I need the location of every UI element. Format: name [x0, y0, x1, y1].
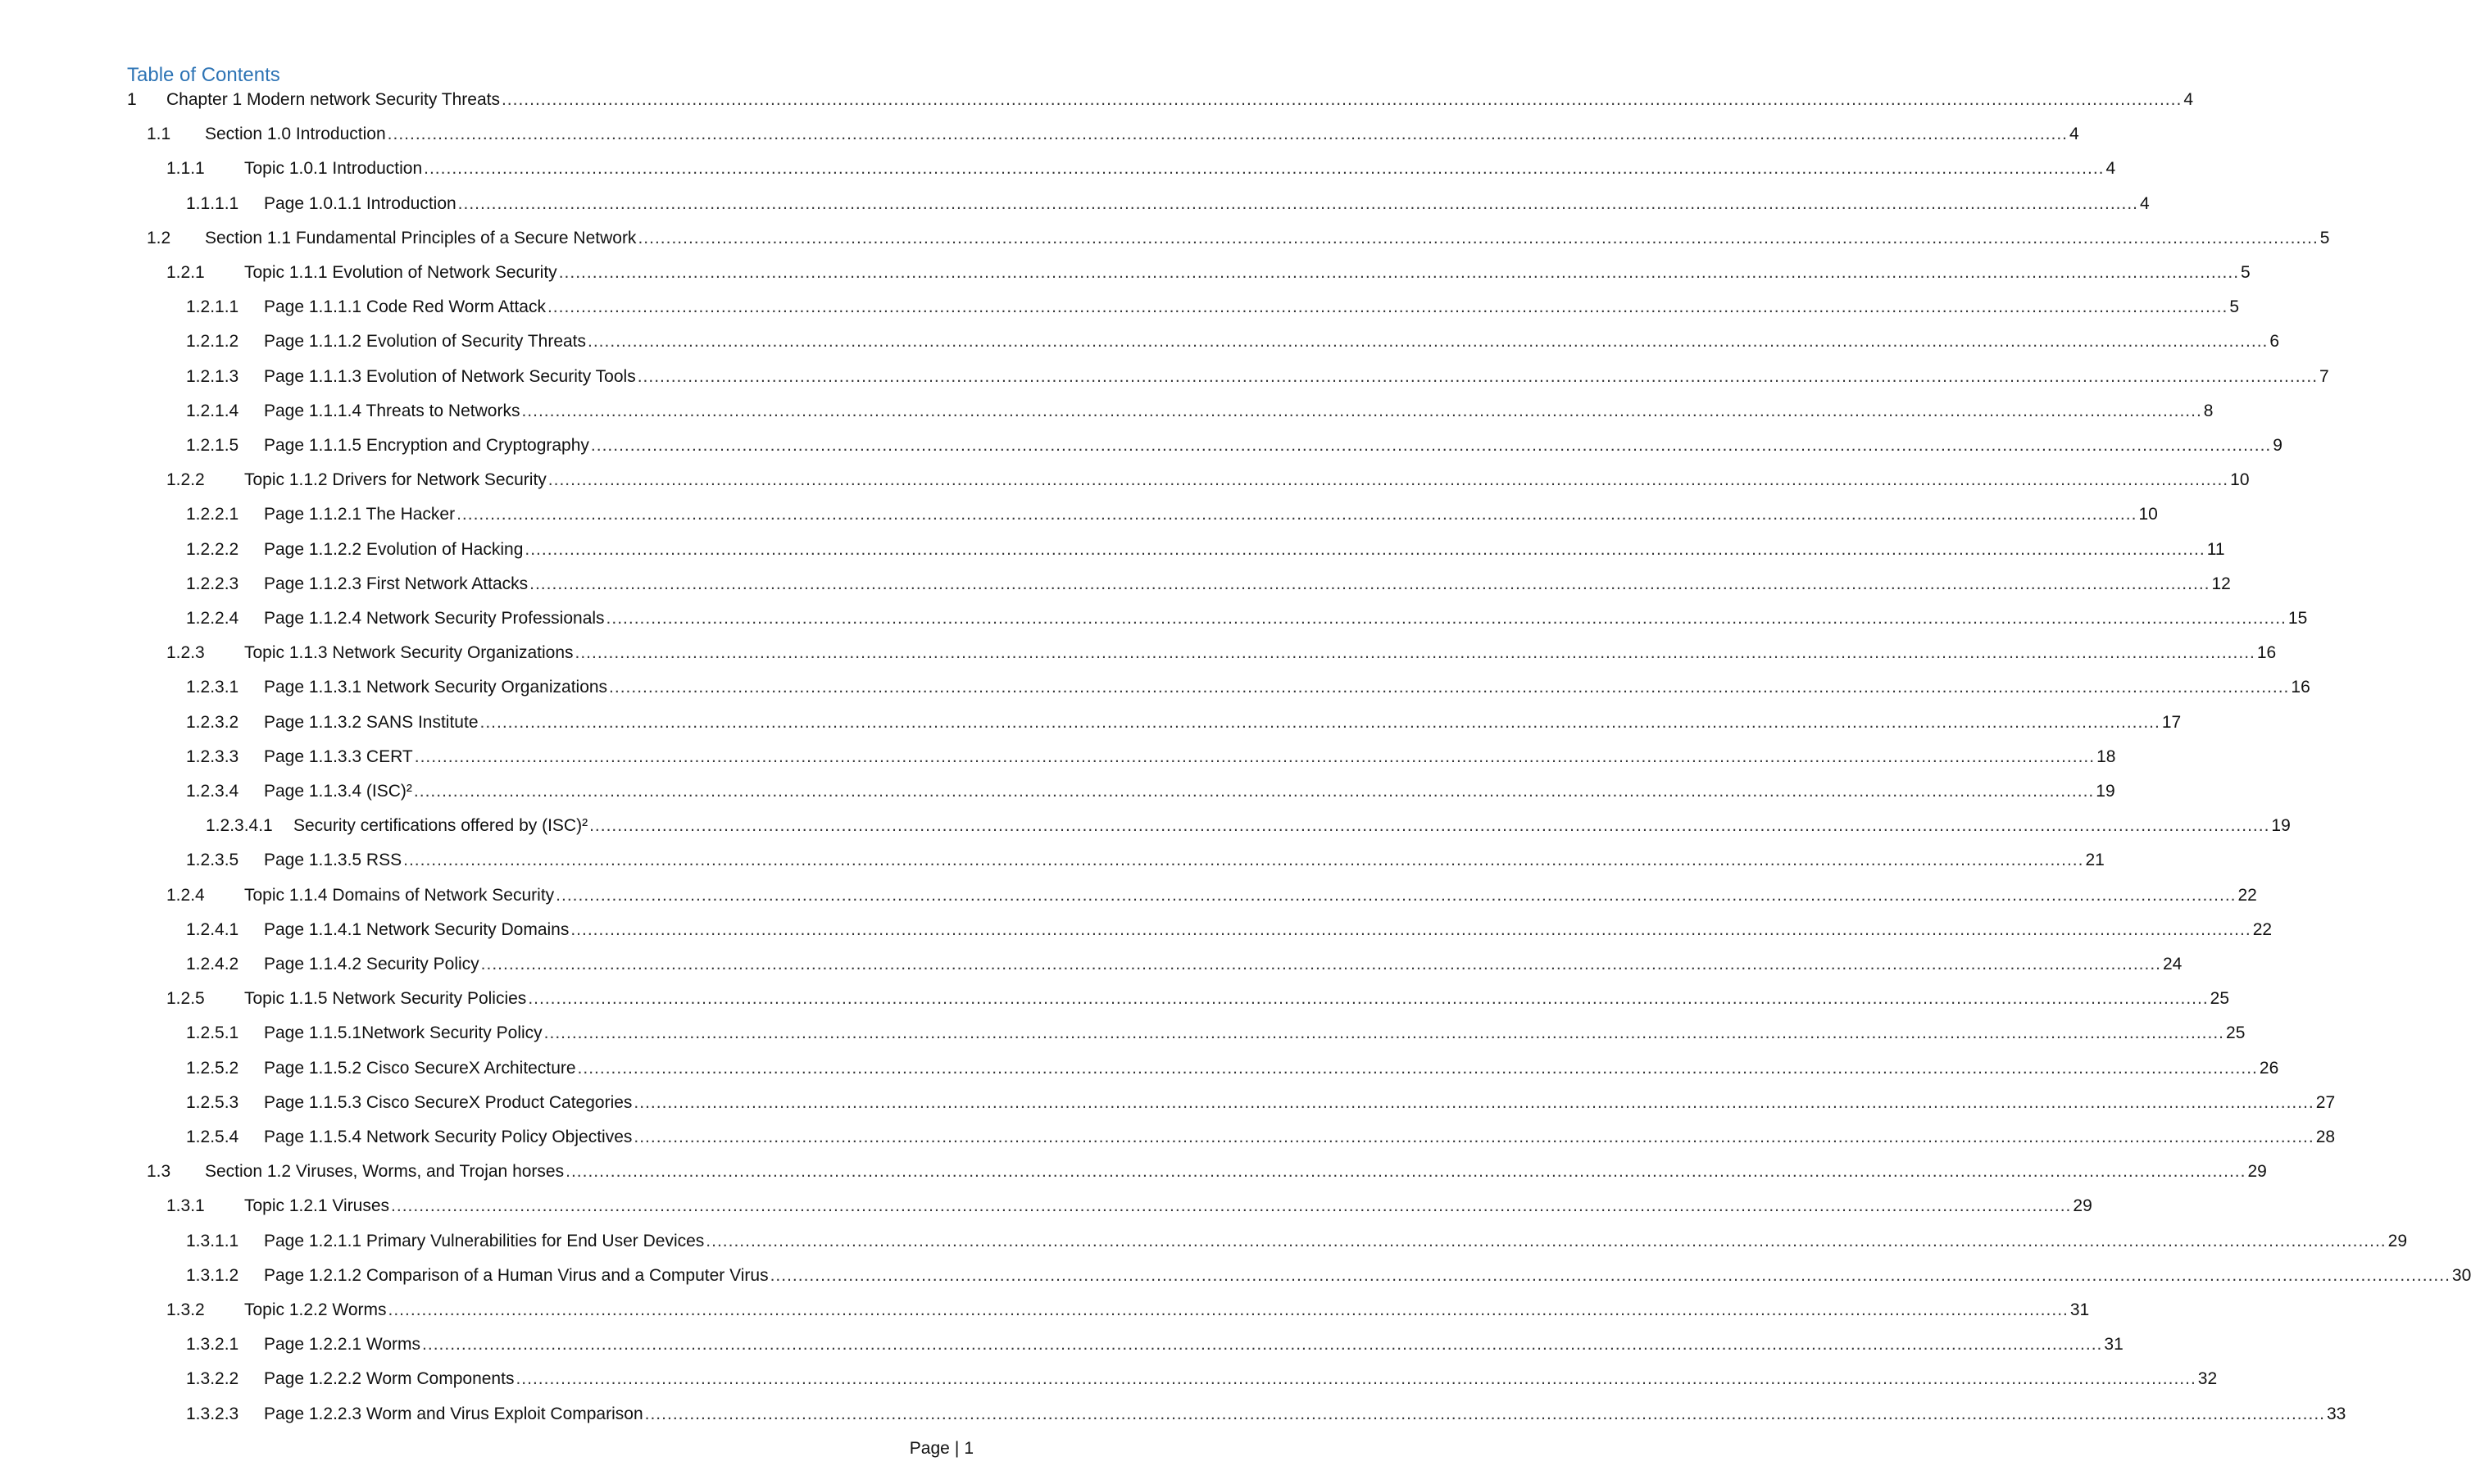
toc-entry[interactable] [0, 1160, 2267, 1184]
toc-entry-number: 1.2.1.5 [186, 436, 239, 455]
toc-entry-title: Page 1.1.2.1 The Hacker [264, 505, 456, 524]
toc-entry[interactable] [0, 226, 2330, 251]
toc-dot-leader: ............................................................................................................................................................................................................................................................................................................ [424, 159, 2105, 179]
toc-entry-line [264, 297, 2239, 317]
toc-entry-title: Page 1.2.2.1 Worms [264, 1335, 421, 1355]
toc-entry-title: Page 1.1.2.3 First Network Attacks [264, 574, 529, 593]
toc-entry-page: 29 [2247, 1162, 2267, 1182]
toc-entry-title: Chapter 1 Modern network Security Threats [166, 90, 500, 109]
toc-entry-line [264, 919, 2273, 940]
toc-entry-number: 1.2.1 [166, 263, 205, 282]
toc-entry-page: 24 [2163, 955, 2183, 973]
toc-entry[interactable] [0, 1021, 2246, 1046]
toc-entry-page: 4 [2183, 90, 2193, 109]
toc-entry-title: Topic 1.2.1 Viruses [244, 1196, 390, 1216]
toc-entry-page: 4 [2069, 125, 2079, 144]
toc-entry-title: Topic 1.1.5 Network Security Policies [244, 989, 527, 1009]
toc-entry-title: Page 1.1.1.3 Evolution of Network Security Tools [264, 366, 636, 386]
toc-dot-leader: ............................................................................................................................................................................................................................................................................................................ [577, 1058, 2258, 1078]
toc-dot-leader: ............................................................................................................................................................................................................................................................................................................ [547, 470, 2229, 490]
toc-entry-page: 28 [2315, 1128, 2336, 1146]
toc-entry-number: 1.2.2.1 [186, 505, 239, 524]
toc-entry-line [264, 193, 2150, 214]
toc-entry-line [264, 1023, 2246, 1043]
toc-entry-number: 1.3.2.3 [186, 1404, 239, 1423]
toc-dot-leader: ............................................................................................................................................................................................................................................................................................................ [637, 366, 2319, 386]
toc-entry-number: 1.2.1.1 [186, 297, 239, 317]
toc-entry-line [244, 989, 2230, 1009]
toc-entry-line [264, 678, 2310, 697]
toc-entry-page: 4 [2140, 193, 2150, 213]
toc-dot-leader: ............................................................................................................................................................................................................................................................................................................ [457, 193, 2139, 213]
toc-entry-line [264, 1369, 2218, 1389]
toc-entry-number: 1.3.1.1 [186, 1231, 239, 1250]
toc-dot-leader: ............................................................................................................................................................................................................................................................................................................ [422, 1335, 2103, 1355]
toc-entry-title: Page 1.1.3.2 SANS Institute [264, 712, 479, 732]
toc-entry-page: 26 [2259, 1058, 2279, 1078]
toc-dot-leader: ............................................................................................................................................................................................................................................................................................................ [590, 436, 2272, 455]
toc-entry-number: 1.2.5.2 [186, 1058, 239, 1078]
toc-entry-page: 5 [2319, 228, 2330, 247]
toc-entry[interactable] [0, 987, 2230, 1011]
toc-dot-leader: ............................................................................................................................................................................................................................................................................................................ [403, 851, 2084, 870]
toc-entry-line [244, 1300, 2090, 1320]
toc-entry-page: 19 [2271, 816, 2291, 836]
toc-entry[interactable] [0, 365, 2329, 389]
toc-entry[interactable] [0, 952, 2183, 977]
toc-entry-number: 1.1.1.1 [186, 193, 239, 213]
toc-entry-line [264, 1404, 2346, 1424]
toc-entry-number: 1.2.1.3 [186, 366, 239, 386]
toc-entry[interactable] [0, 1402, 2346, 1427]
toc-entry-number: 1.2.2.2 [186, 539, 239, 559]
toc-entry-title: Page 1.1.1.1 Code Red Worm Attack [264, 297, 546, 317]
toc-entry-number: 1.2.1.4 [186, 401, 239, 420]
toc-entry-page: 4 [2105, 159, 2116, 179]
toc-entry-line [264, 1128, 2336, 1147]
toc-entry-title: Security certifications offered by (ISC)² [293, 816, 588, 836]
toc-entry-line [264, 539, 2225, 560]
toc-entry-page: 32 [2197, 1369, 2218, 1389]
toc-entry-line [264, 366, 2329, 387]
toc-entry-line [244, 263, 2251, 283]
toc-entry-number: 1.2.5 [166, 989, 205, 1009]
toc-entry[interactable] [0, 1091, 2336, 1115]
toc-entry-line [264, 747, 2116, 767]
toc-entry[interactable] [0, 1298, 2090, 1323]
toc-entry[interactable] [0, 745, 2116, 769]
toc-entry-line [264, 332, 2280, 352]
toc-entry-line [205, 1162, 2267, 1182]
toc-entry[interactable] [0, 779, 2115, 804]
toc-entry[interactable] [0, 883, 2257, 908]
toc-entry[interactable] [0, 814, 2291, 838]
toc-entry-title: Page 1.1.4.2 Security Policy [264, 955, 479, 973]
toc-dot-leader: ............................................................................................................................................................................................................................................................................................................ [606, 609, 2287, 628]
toc-entry-title: Page 1.2.2.2 Worm Components [264, 1369, 515, 1389]
toc-entry-line [264, 955, 2183, 974]
toc-dot-leader: ............................................................................................................................................................................................................................................................................................................ [638, 228, 2319, 247]
toc-entry-page: 10 [2138, 505, 2158, 524]
toc-entry-number: 1.3.2 [166, 1300, 205, 1319]
toc-entry-line [205, 228, 2330, 248]
toc-entry-number: 1.3.1 [166, 1196, 205, 1216]
toc-entry-page: 6 [2269, 332, 2280, 352]
toc-entry-number: 1.3.1.2 [186, 1265, 239, 1285]
toc-entry-page: 25 [2210, 989, 2230, 1009]
toc-entry-title: Topic 1.2.2 Worms [244, 1300, 387, 1319]
toc-entry-page: 5 [2229, 297, 2239, 317]
toc-entry-number: 1.3 [147, 1162, 171, 1182]
toc-entry-page: 10 [2230, 470, 2250, 490]
toc-entry-line [244, 1196, 2092, 1216]
toc-entry-title: Page 1.1.1.5 Encryption and Cryptography [264, 436, 589, 455]
toc-dot-leader: ............................................................................................................................................................................................................................................................................................................ [575, 643, 2255, 663]
toc-entry[interactable] [0, 295, 2239, 320]
toc-entry-line [205, 125, 2079, 144]
toc-entry-title: Topic 1.1.4 Domains of Network Security [244, 885, 555, 905]
toc-entry-page: 18 [2096, 747, 2116, 766]
toc-entry-title: Page 1.1.3.3 CERT [264, 747, 413, 766]
toc-entry[interactable] [0, 1125, 2336, 1150]
toc-entry-line [264, 782, 2115, 801]
toc-entry-line [264, 505, 2158, 524]
toc-entry-title: Page 1.2.2.3 Worm and Virus Exploit Comparison [264, 1404, 643, 1423]
toc-entry-page: 25 [2226, 1023, 2246, 1043]
toc-entry-line [264, 1231, 2407, 1251]
toc-entry-title: Page 1.0.1.1 Introduction [264, 193, 456, 213]
toc-entry-title: Page 1.1.5.3 Cisco SecureX Product Categories [264, 1092, 633, 1112]
toc-dot-leader: ............................................................................................................................................................................................................................................................................................................ [558, 263, 2240, 282]
toc-entry-title: Page 1.1.3.1 Network Security Organizations [264, 678, 608, 697]
toc-dot-leader: ............................................................................................................................................................................................................................................................................................................ [556, 885, 2237, 905]
toc-dot-leader: ............................................................................................................................................................................................................................................................................................................ [566, 1162, 2246, 1182]
toc-dot-leader: ............................................................................................................................................................................................................................................................................................................ [525, 539, 2205, 559]
toc-entry-title: Page 1.2.1.1 Primary Vulnerabilities for End User Devices [264, 1231, 705, 1250]
toc-entry-page: 15 [2287, 609, 2308, 628]
toc-entry[interactable] [0, 918, 2273, 942]
toc-entry-number: 1.2.3.4.1 [206, 816, 273, 836]
toc-dot-leader: ............................................................................................................................................................................................................................................................................................................ [391, 1196, 2072, 1216]
toc-entry-line [264, 712, 2182, 733]
toc-entry-number: 1.2.5.3 [186, 1092, 239, 1112]
toc-entry[interactable] [0, 1056, 2279, 1081]
toc-entry-title: Section 1.0 Introduction [205, 125, 386, 144]
toc-entry-number: 1.2.2.4 [186, 609, 239, 628]
toc-entry-number: 1.2.3.4 [186, 782, 239, 801]
toc-entry-page: 16 [2256, 643, 2277, 663]
toc-entry-number: 1.3.2.1 [186, 1335, 239, 1355]
toc-entry[interactable] [0, 848, 2105, 873]
toc-dot-leader: ............................................................................................................................................................................................................................................................................................................ [529, 574, 2210, 593]
toc-dot-leader: ............................................................................................................................................................................................................................................................................................................ [528, 989, 2209, 1009]
toc-entry-number: 1.2.1.2 [186, 332, 239, 352]
toc-entry-page: 22 [2237, 885, 2257, 905]
toc-dot-leader: ............................................................................................................................................................................................................................................................................................................ [501, 90, 2183, 109]
toc-dot-leader: ............................................................................................................................................................................................................................................................................................................ [644, 1404, 2325, 1423]
toc-dot-leader: ............................................................................................................................................................................................................................................................................................................ [480, 955, 2161, 973]
toc-entry-page: 33 [2326, 1404, 2346, 1423]
toc-entry[interactable] [0, 1264, 2471, 1288]
toc-entry[interactable] [0, 261, 2251, 285]
toc-dot-leader: ............................................................................................................................................................................................................................................................................................................ [770, 1265, 2451, 1285]
toc-entry-line [264, 1265, 2471, 1286]
toc-entry-page: 31 [2104, 1335, 2124, 1355]
toc-entry[interactable] [0, 192, 2150, 216]
toc-dot-leader: ............................................................................................................................................................................................................................................................................................................ [588, 332, 2269, 352]
toc-entry-title: Page 1.1.5.1Network Security Policy [264, 1023, 543, 1043]
toc-dot-leader: ............................................................................................................................................................................................................................................................................................................ [479, 712, 2160, 732]
toc-entry-page: 30 [2451, 1265, 2471, 1285]
toc-dot-leader: ............................................................................................................................................................................................................................................................................................................ [706, 1231, 2387, 1250]
toc-entry-page: 12 [2211, 574, 2231, 593]
toc-entry-line [264, 436, 2282, 456]
toc-entry-title: Topic 1.1.3 Network Security Organizations [244, 643, 574, 663]
toc-entry[interactable] [0, 641, 2277, 665]
toc-entry[interactable] [0, 538, 2225, 562]
toc-entry-line [264, 609, 2308, 629]
toc-entry-number: 1.2.3.5 [186, 851, 239, 870]
toc-entry-number: 1.2 [147, 228, 171, 247]
toc-entry-title: Page 1.1.1.2 Evolution of Security Threats [264, 332, 587, 352]
toc-entry[interactable] [0, 157, 2116, 181]
toc-entry-line [264, 574, 2231, 594]
toc-entry[interactable] [0, 1229, 2407, 1254]
toc-entry[interactable] [0, 710, 2182, 735]
toc-entry[interactable] [0, 1332, 2124, 1357]
toc-entry-line [264, 1058, 2279, 1078]
toc-dot-leader: ............................................................................................................................................................................................................................................................................................................ [388, 1300, 2069, 1319]
toc-dot-leader: ............................................................................................................................................................................................................................................................................................................ [589, 816, 2270, 836]
toc-entry-title: Page 1.1.1.4 Threats to Networks [264, 401, 520, 420]
toc-entry-page: 5 [2241, 263, 2251, 282]
toc-entry-line [244, 159, 2116, 179]
footer-page-label: Page [909, 1439, 950, 1458]
toc-entry-title: Page 1.2.1.2 Comparison of a Human Virus and a Computer Virus [264, 1265, 769, 1285]
toc-entry-line [264, 1335, 2124, 1355]
toc-entry-page: 31 [2069, 1300, 2090, 1319]
toc-entry[interactable] [0, 1194, 2092, 1219]
toc-entry-number: 1.2.3 [166, 643, 205, 663]
toc-entry[interactable] [0, 329, 2280, 354]
toc-dot-leader: ............................................................................................................................................................................................................................................................................................................ [414, 747, 2096, 766]
toc-entry-page: 9 [2273, 436, 2282, 455]
toc-entry-title: Page 1.1.2.2 Evolution of Hacking [264, 539, 524, 559]
toc-heading: Table of Contents [127, 64, 280, 86]
toc-entry-number: 1.2.2 [166, 470, 205, 490]
toc-entry-number: 1.2.4.1 [186, 919, 239, 939]
toc-entry-title: Topic 1.1.1 Evolution of Network Security [244, 263, 557, 282]
toc-entry-page: 17 [2161, 712, 2182, 732]
toc-entry-page: 11 [2206, 539, 2225, 559]
toc-dot-leader: ............................................................................................................................................................................................................................................................................................................ [413, 782, 2095, 801]
toc-dot-leader: ............................................................................................................................................................................................................................................................................................................ [387, 125, 2068, 144]
footer-separator: | [954, 1439, 960, 1458]
toc-dot-leader: ............................................................................................................................................................................................................................................................................................................ [609, 678, 2290, 697]
toc-entry-number: 1.2.5.1 [186, 1023, 239, 1043]
toc-entry-number: 1.1 [147, 125, 171, 144]
toc-entry-page: 19 [2096, 782, 2115, 801]
toc-entry[interactable] [0, 606, 2308, 631]
toc-entry-title: Page 1.1.4.1 Network Security Domains [264, 919, 570, 939]
toc-entry-page: 22 [2252, 919, 2273, 939]
toc-entry-line [264, 851, 2105, 870]
toc-dot-leader: ............................................................................................................................................................................................................................................................................................................ [543, 1023, 2225, 1043]
toc-entry-number: 1.2.5.4 [186, 1128, 239, 1146]
toc-entry-page: 21 [2085, 851, 2105, 870]
toc-entry-page: 16 [2291, 678, 2310, 697]
toc-entry-title: Topic 1.0.1 Introduction [244, 159, 423, 179]
toc-entry-line [264, 1092, 2336, 1113]
toc-entry-number: 1 [127, 90, 137, 109]
toc-dot-leader: ............................................................................................................................................................................................................................................................................................................ [570, 919, 2251, 939]
toc-dot-leader: ............................................................................................................................................................................................................................................................................................................ [521, 401, 2202, 420]
toc-entry-title: Page 1.1.3.4 (ISC)² [264, 782, 412, 801]
toc-dot-leader: ............................................................................................................................................................................................................................................................................................................ [634, 1128, 2314, 1146]
toc-entry[interactable] [0, 675, 2310, 700]
toc-entry-number: 1.2.3.2 [186, 712, 239, 732]
toc-entry[interactable] [0, 468, 2250, 492]
toc-entry-line [244, 885, 2257, 905]
footer-page-number: 1 [964, 1439, 974, 1458]
toc-entry-line [264, 401, 2214, 421]
toc-entry[interactable] [0, 122, 2079, 147]
toc-entry-page: 7 [2319, 366, 2329, 386]
toc-entry-number: 1.2.4.2 [186, 955, 239, 973]
toc-entry-line [244, 643, 2277, 663]
toc-entry-page: 27 [2315, 1092, 2336, 1112]
toc-entry[interactable] [0, 433, 2282, 458]
toc-entry-line [244, 470, 2250, 490]
toc-entry[interactable] [0, 88, 2193, 112]
toc-dot-leader: ............................................................................................................................................................................................................................................................................................................ [634, 1092, 2314, 1112]
toc-entry-page: 8 [2203, 401, 2214, 420]
toc-dot-leader: ............................................................................................................................................................................................................................................................................................................ [547, 297, 2228, 317]
toc-dot-leader: ............................................................................................................................................................................................................................................................................................................ [456, 505, 2137, 524]
toc-entry-title: Section 1.1 Fundamental Principles of a Secure Network [205, 228, 637, 247]
toc-entry[interactable] [0, 572, 2231, 597]
toc-entry[interactable] [0, 502, 2158, 527]
toc-entry-line [166, 90, 2193, 110]
toc-entry-number: 1.2.4 [166, 885, 205, 905]
toc-entry-title: Page 1.1.5.2 Cisco SecureX Architecture [264, 1058, 576, 1078]
toc-entry-line [293, 816, 2291, 836]
page-footer [910, 1439, 974, 1459]
toc-entry-page: 29 [2073, 1196, 2092, 1216]
toc-entry-page: 29 [2387, 1231, 2407, 1250]
toc-entry-title: Page 1.1.2.4 Network Security Professionals [264, 609, 605, 628]
toc-entry[interactable] [0, 1367, 2218, 1391]
toc-dot-leader: ............................................................................................................................................................................................................................................................................................................ [516, 1369, 2196, 1389]
toc-entry-number: 1.2.3.1 [186, 678, 239, 697]
toc-entry-number: 1.2.3.3 [186, 747, 239, 766]
toc-entry-title: Page 1.1.3.5 RSS [264, 851, 402, 870]
toc-entry-title: Page 1.1.5.4 Network Security Policy Objectives [264, 1128, 633, 1146]
toc-entry-title: Section 1.2 Viruses, Worms, and Trojan horses [205, 1162, 565, 1182]
toc-entry-title: Topic 1.1.2 Drivers for Network Security [244, 470, 547, 490]
toc-entry-number: 1.1.1 [166, 159, 205, 179]
toc-entry-number: 1.2.2.3 [186, 574, 239, 593]
toc-entry-number: 1.3.2.2 [186, 1369, 239, 1389]
toc-entry[interactable] [0, 399, 2214, 424]
